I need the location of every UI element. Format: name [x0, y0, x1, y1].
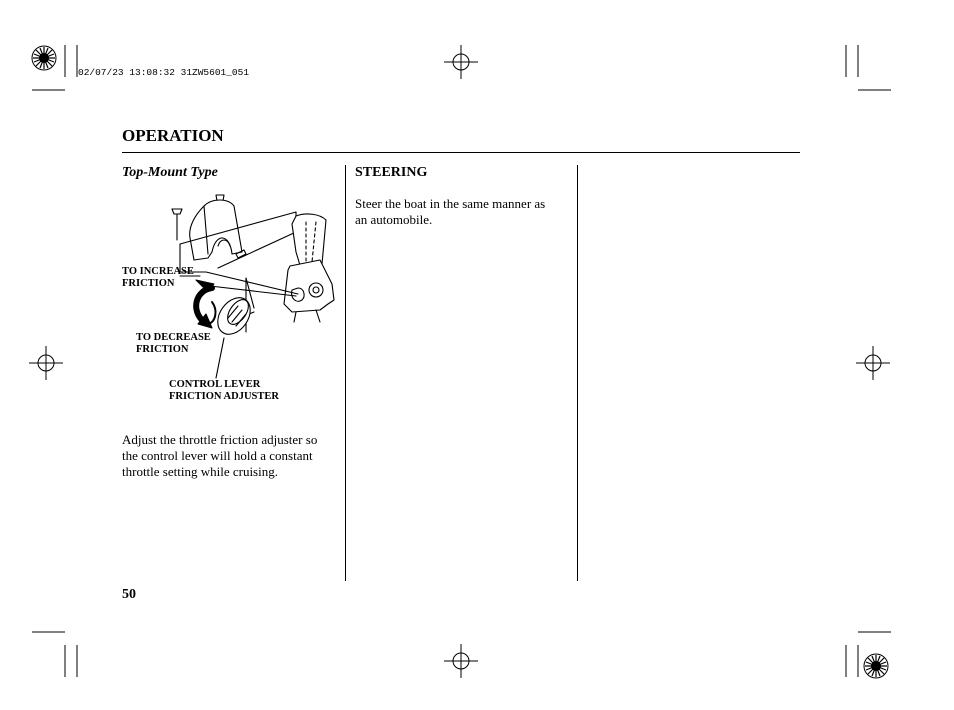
heading-steering: STEERING [355, 165, 428, 180]
callout-increase-line-2: FRICTION [122, 278, 175, 289]
column-divider-2 [577, 165, 578, 581]
callout-friction-adjuster [169, 379, 279, 403]
friction-paragraph-line-3: throttle setting while cruising. [122, 464, 278, 479]
crosshair-left-icon [29, 346, 63, 380]
crosshair-top-icon [444, 45, 478, 79]
callout-decrease-friction [136, 332, 211, 356]
registration-target-top-left-icon [30, 44, 58, 72]
callout-decrease-line-2: FRICTION [136, 344, 189, 355]
friction-paragraph-line-2: the control lever will hold a constant [122, 448, 313, 463]
page-title: OPERATION [122, 126, 224, 145]
friction-paragraph-line-1: Adjust the throttle friction adjuster so [122, 432, 318, 447]
crosshair-right-icon [856, 346, 890, 380]
callout-increase-friction [122, 266, 194, 290]
crosshair-bottom-icon [444, 644, 478, 678]
callout-decrease-line-1: TO DECREASE [136, 332, 211, 343]
column-divider-1 [345, 165, 346, 581]
callout-adjuster-line-1: CONTROL LEVER [169, 379, 261, 390]
header-rule [122, 152, 800, 153]
subheading-top-mount: Top-Mount Type [122, 165, 218, 180]
steering-paragraph-line-2: an automobile. [355, 212, 433, 227]
registration-target-bottom-right-icon [862, 652, 890, 680]
steering-paragraph [355, 196, 573, 228]
callout-increase-line-1: TO INCREASE [122, 266, 194, 277]
callout-adjuster-line-2: FRICTION ADJUSTER [169, 391, 279, 402]
friction-paragraph [122, 432, 342, 480]
page-number: 50 [122, 587, 136, 602]
steering-paragraph-line-1: Steer the boat in the same manner as [355, 196, 546, 211]
print-meta: 02/07/23 13:08:32 31ZW5601_051 [78, 67, 250, 78]
